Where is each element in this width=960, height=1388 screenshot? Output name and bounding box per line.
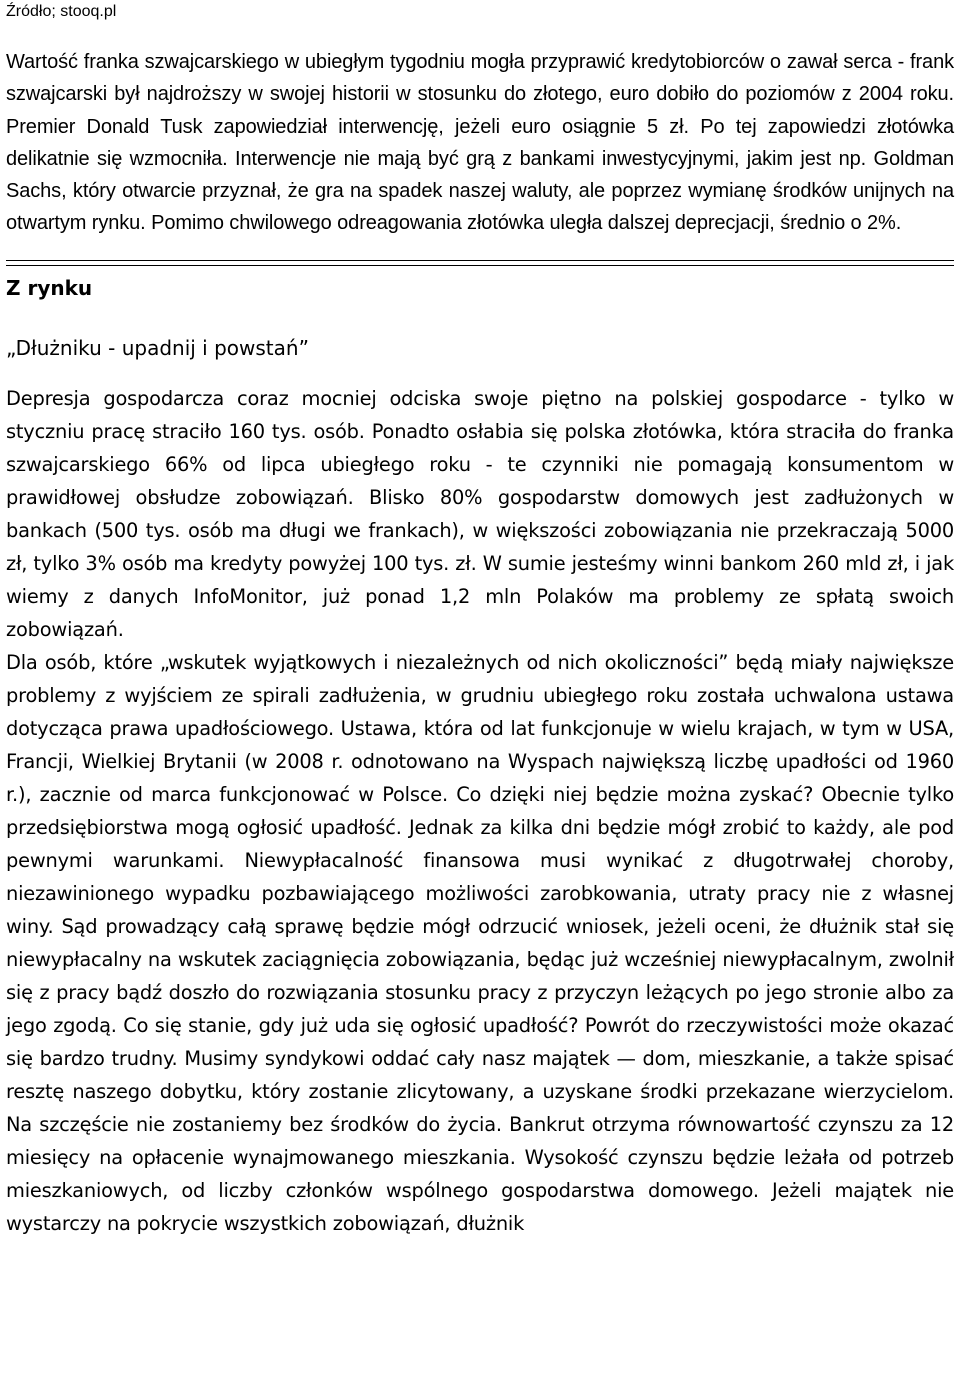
article-paragraph-1: Depresja gospodarcza coraz mocniej odciska swoje piętno na polskiej gospodarce - tylko w styczniu pracę straciło 160 tys. osób. Ponadto osłabia się polska złotówka, która straciła do franka szwajcarskiego 66% od lipca ubiegłego roku - te czynniki nie pomagają konsumentom w prawidłowej obsłudze zobowiązań. Blisko 80% gospodarstw domowych jest zadłużonych w bankach (500 tys. osób ma długi we frankach), w większości zobowiązania nie przekraczają 5000 zł, tylko 3% osób ma kredyty powyżej 100 tys. zł. W sumie jesteśmy winni bankom 260 mld zł, i jak wiemy z danych InfoMonitor, już ponad 1,2 mln Polaków ma problemy ze spłatą swoich zobowiązań. — [6, 386, 954, 641]
section-heading: Z rynku — [6, 275, 93, 300]
source-caption: Źródło; stooq.pl — [6, 3, 117, 20]
section-divider — [6, 260, 954, 266]
document-page — [6, 0, 954, 1240]
article-paragraph-2: Dla osób, które „wskutek wyjątkowych i niezależnych od nich okoliczności” będą miały największe problemy z wyjściem ze spirali zadłużenia, w grudniu ubiegłego roku została uchwalona ustawa dotycząca prawa upadłościowego. Ustawa, która od lat funkcjonuje w wielu krajach, w tym w USA, Francji, Wielkiej Brytanii (w 2008 r. odnotowano na Wyspach największą liczbę upadłości od 1960 r.), zacznie od marca funkcjonować w Polsce. Co dzięki niej będzie można zyskać? Obecnie tylko przedsiębiorstwa mogą ogłosić upadłość. Jednak za kilka dni będzie mógł zrobić to każdy, ale pod pewnymi warunkami. Niewypłacalność finansowa musi wynikać z długotrwałej choroby, niezawinionego wypadku pozbawiającego możliwości zarobkowania, utraty pracy nie z własnej winy. Sąd prowadzący całą sprawę będzie mógł odrzucić wniosek, jeżeli oceni, że dłużnik stał się niewypłacalny na wskutek zaciągnięcia zobowiązania, będąc już wcześniej niewypłacalnym, zwolnił się z pracy bądź doszło do rozwiązania stosunku pracy z przyczyn leżących po jego stronie albo za jego zgodą. Co się stanie, gdy już uda się ogłosić upadłość? Powrót do rzeczywistości może okazać się bardzo trudny. Musimy syndykowi oddać cały nasz majątek — dom, mieszkanie, a także spisać resztę naszego dobytku, który zostanie zlicytowany, a uzyskane środki przekazane wierzycielom. Na szczęście nie zostaniemy bez środków do życia. Bankrut otrzyma równowartość czynszu za 12 miesięcy na opłacenie wynajmowanego mieszkania. Wysokość czynszu będzie leżała od potrzeb mieszkaniowych, od liczby członków wspólnego gospodarstwa domowego. Jeżeli majątek nie wystarczy na pokrycie wszystkich zobowiązań, dłużnik — [6, 650, 954, 1235]
intro-paragraph: Wartość franka szwajcarskiego w ubiegłym tygodniu mogła przyprawić kredytobiorców o zawał serca - frank szwajcarski był najdroższy w swojej historii w stosunku do złotego, euro dobiło do poziomów z 2004 roku. Premier Donald Tusk zapowiedział interwencję, jeżeli euro osiągnie 5 zł. Po tej zapowiedzi złotówka delikatnie się wzmocniła. Interwencje nie mają być grą z bankami inwestycyjnymi, jakim jest np. Goldman Sachs, który otwarcie przyznał, że gra na spadek naszej waluty, ale poprzez wymianę środków unijnych na otwartym rynku. Pomimo chwilowego odreagowania złotówka uległa dalszej deprecjacji, średnio o 2%. — [6, 51, 954, 235]
article-title: „Dłużniku - upadnij i powstań” — [6, 335, 309, 360]
